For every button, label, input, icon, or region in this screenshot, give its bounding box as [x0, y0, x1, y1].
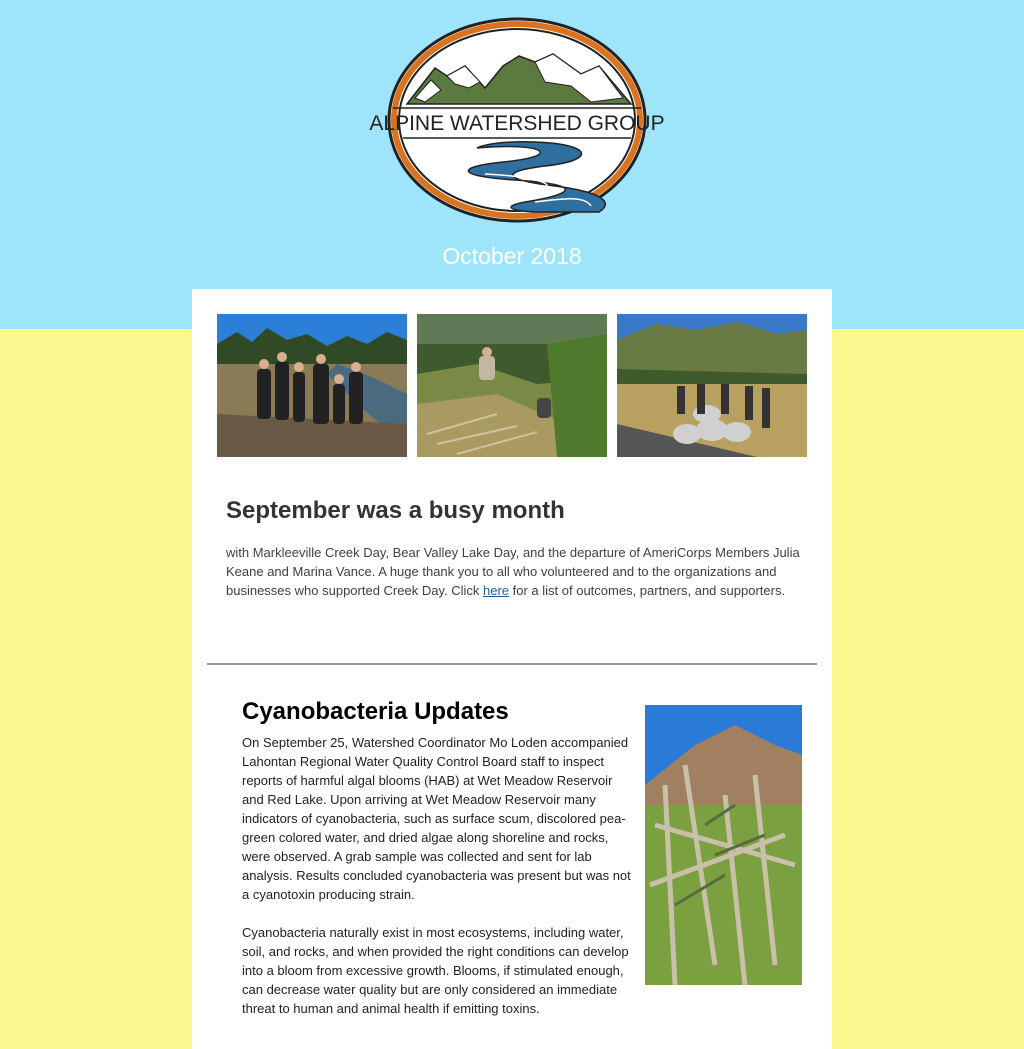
- creek-day-group-photo[interactable]: [217, 314, 407, 457]
- lake-cleanup-group-photo[interactable]: [617, 314, 807, 457]
- section-body-text: with Markleeville Creek Day, Bear Valley Lake Day, and the departure of AmeriCorps Members Julia Keane and Marina Vance. A huge thank you to all who volunteered and to the organizations and businesses who supported Creek Day. Click: [226, 545, 800, 598]
- section-body-september: [226, 543, 801, 600]
- alpine-watershed-group-logo[interactable]: [369, 16, 665, 224]
- section-body-cyanobacteria: [242, 733, 802, 1037]
- cyanobacteria-paragraph-2: Cyanobacteria naturally exist in most ecosystems, including water, soil, and rocks, and when provided the right conditions can develop into a bloom from excessive growth. Blooms, if stimulated enough, can decrease water quality but are only considered an immediate threat to human and animal health if emitting toxins.: [242, 925, 629, 1016]
- newsletter-date: October 2018: [442, 243, 582, 269]
- section-body-text-end: for a list of outcomes, partners, and supporters.: [509, 583, 786, 598]
- logo-text: ALPINE WATERSHED GROUP: [369, 112, 665, 135]
- newsletter-card: [192, 289, 832, 1049]
- section-heading-september: September was a busy month: [226, 497, 565, 524]
- cyanobacteria-paragraph-1: On September 25, Watershed Coordinator Mo Loden accompanied Lahontan Regional Water Quality Control Board staff to inspect reports of harmful algal blooms (HAB) at Wet Meadow Reservoir and Red Lake. Upon arriving at Wet Meadow Reservoir many indicators of cyanobacteria, such as surface scum, discolored pea-green colored water, and dried algae along shoreline and rocks, were observed. A grab sample was collected and sent for lab analysis. Results concluded cyanobacteria was present but was not a cyanotoxin producing strain.: [242, 735, 631, 902]
- section-divider: [207, 663, 817, 665]
- section-heading-cyanobacteria: Cyanobacteria Updates: [242, 698, 509, 725]
- algae-reservoir-photo[interactable]: [645, 705, 802, 985]
- here-link[interactable]: here: [483, 583, 510, 598]
- creek-restoration-photo[interactable]: [417, 314, 607, 457]
